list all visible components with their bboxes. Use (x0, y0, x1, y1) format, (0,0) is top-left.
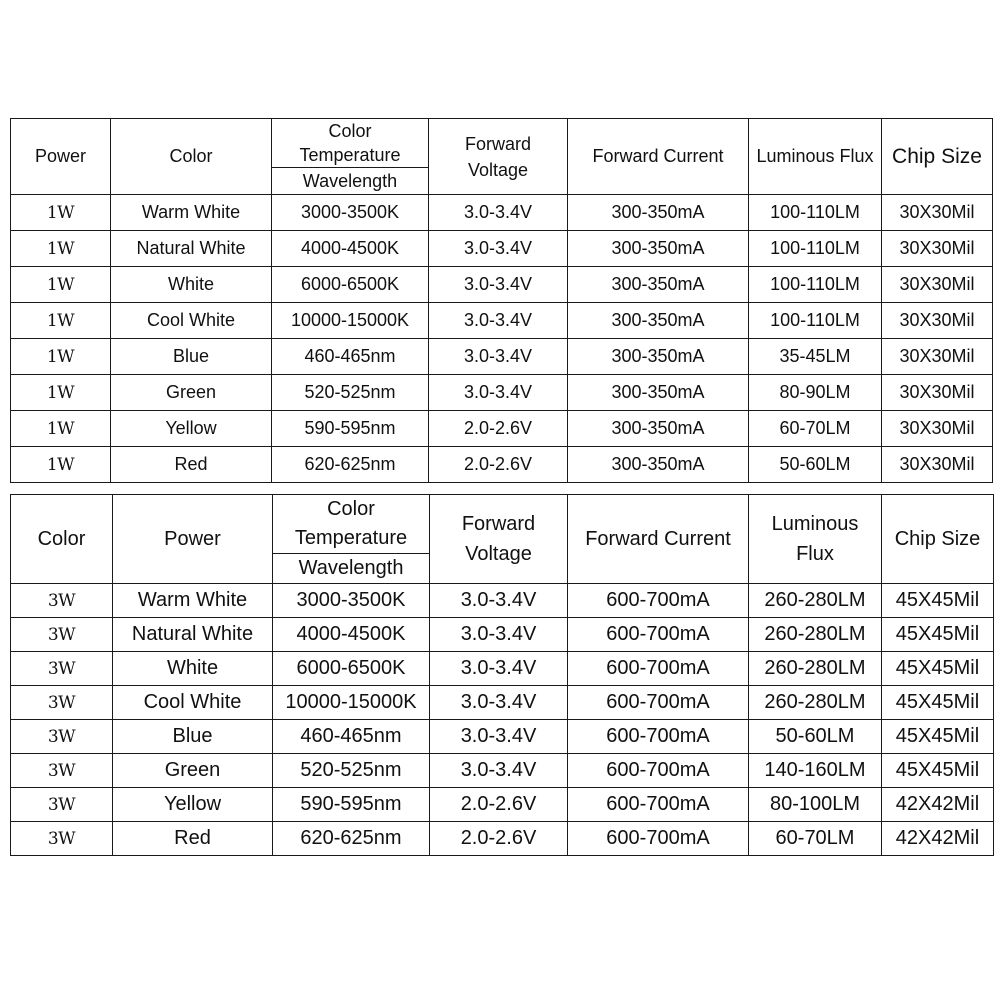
spec-table-3w (10, 494, 994, 856)
cell-luminous-flux: 35-45LM (749, 339, 882, 375)
header-luminous-flux-text: Luminous Flux (771, 513, 859, 565)
cell-color: Warm White (111, 195, 272, 231)
header-forward-current: Forward Current (568, 119, 749, 195)
cell-power: 1W (11, 231, 111, 267)
header-color-temperature (272, 119, 429, 168)
cell-color: Cool White (111, 303, 272, 339)
header-chip-size: Chip Size (882, 119, 993, 195)
cell-power: 1W (11, 303, 111, 339)
table-row (11, 231, 993, 267)
cell-forward-current: 300-350mA (568, 411, 749, 447)
cell-luminous-flux: 260-280LM (749, 652, 882, 686)
cell-forward-current: 600-700mA (568, 754, 749, 788)
table-row (11, 339, 993, 375)
cell-color: Cool White (113, 686, 273, 720)
cell-luminous-flux: 260-280LM (749, 584, 882, 618)
cell-power: 3W (11, 618, 113, 652)
spec-table-1w (10, 118, 993, 483)
cell-luminous-flux: 100-110LM (749, 303, 882, 339)
table-row (11, 411, 993, 447)
header-power: Power (11, 119, 111, 195)
cell-chip-size: 45X45Mil (882, 618, 994, 652)
cell-chip-size: 42X42Mil (882, 788, 994, 822)
table-row (11, 584, 994, 618)
cell-luminous-flux: 100-110LM (749, 267, 882, 303)
cell-luminous-flux: 60-70LM (749, 411, 882, 447)
cell-power: 3W (11, 788, 113, 822)
cell-color-temperature: 3000-3500K (273, 584, 430, 618)
cell-color: Yellow (113, 788, 273, 822)
cell-chip-size: 30X30Mil (882, 339, 993, 375)
header-color: Color (111, 119, 272, 195)
table-row (11, 788, 994, 822)
header-wavelength: Wavelength (273, 554, 430, 584)
cell-luminous-flux: 60-70LM (749, 822, 882, 856)
header-forward-voltage-text: Forward Voltage (461, 513, 536, 565)
header-color-temperature (273, 495, 430, 554)
cell-chip-size: 30X30Mil (882, 303, 993, 339)
cell-chip-size: 45X45Mil (882, 720, 994, 754)
cell-color: Warm White (113, 584, 273, 618)
cell-color: White (113, 652, 273, 686)
cell-chip-size: 42X42Mil (882, 822, 994, 856)
table-row (11, 195, 993, 231)
cell-color-temperature: 4000-4500K (273, 618, 430, 652)
header-luminous-flux (749, 495, 882, 584)
cell-color: Blue (111, 339, 272, 375)
table-row (11, 754, 994, 788)
cell-forward-voltage: 3.0-3.4V (430, 584, 568, 618)
cell-luminous-flux: 50-60LM (749, 720, 882, 754)
cell-forward-voltage: 3.0-3.4V (430, 652, 568, 686)
cell-chip-size: 30X30Mil (882, 375, 993, 411)
cell-color: White (111, 267, 272, 303)
cell-forward-voltage: 3.0-3.4V (430, 720, 568, 754)
header-color: Color (11, 495, 113, 584)
cell-chip-size: 30X30Mil (882, 267, 993, 303)
header-power: Power (113, 495, 273, 584)
table-row (11, 618, 994, 652)
cell-color-temperature: 4000-4500K (272, 231, 429, 267)
header-forward-voltage (429, 119, 568, 195)
cell-forward-current: 600-700mA (568, 652, 749, 686)
table-row (11, 720, 994, 754)
cell-forward-current: 300-350mA (568, 267, 749, 303)
header-luminous-flux: Luminous Flux (749, 119, 882, 195)
table-row (11, 686, 994, 720)
cell-luminous-flux: 140-160LM (749, 754, 882, 788)
cell-forward-voltage: 3.0-3.4V (429, 195, 568, 231)
cell-chip-size: 45X45Mil (882, 584, 994, 618)
cell-color-temperature: 460-465nm (273, 720, 430, 754)
cell-color-temperature: 520-525nm (272, 375, 429, 411)
cell-luminous-flux: 100-110LM (749, 195, 882, 231)
cell-forward-voltage: 3.0-3.4V (430, 754, 568, 788)
cell-color: Green (113, 754, 273, 788)
header-wavelength: Wavelength (272, 168, 429, 195)
cell-color: Yellow (111, 411, 272, 447)
cell-color-temperature: 10000-15000K (272, 303, 429, 339)
cell-color-temperature: 590-595nm (273, 788, 430, 822)
cell-chip-size: 45X45Mil (882, 686, 994, 720)
header-row (11, 495, 994, 554)
cell-forward-voltage: 3.0-3.4V (429, 303, 568, 339)
cell-color: Red (113, 822, 273, 856)
cell-power: 3W (11, 686, 113, 720)
cell-power: 1W (11, 339, 111, 375)
cell-forward-current: 300-350mA (568, 375, 749, 411)
cell-color-temperature: 3000-3500K (272, 195, 429, 231)
cell-forward-voltage: 3.0-3.4V (429, 267, 568, 303)
cell-power: 1W (11, 447, 111, 483)
cell-luminous-flux: 80-90LM (749, 375, 882, 411)
header-forward-voltage (430, 495, 568, 584)
cell-luminous-flux: 260-280LM (749, 618, 882, 652)
cell-chip-size: 30X30Mil (882, 411, 993, 447)
cell-forward-current: 300-350mA (568, 339, 749, 375)
cell-luminous-flux: 80-100LM (749, 788, 882, 822)
table-row (11, 447, 993, 483)
cell-power: 1W (11, 267, 111, 303)
header-chip-size: Chip Size (882, 495, 994, 584)
cell-color-temperature: 10000-15000K (273, 686, 430, 720)
cell-power: 3W (11, 720, 113, 754)
cell-color-temperature: 620-625nm (273, 822, 430, 856)
cell-forward-voltage: 3.0-3.4V (429, 339, 568, 375)
cell-power: 3W (11, 754, 113, 788)
header-forward-current: Forward Current (568, 495, 749, 584)
cell-forward-voltage: 3.0-3.4V (429, 231, 568, 267)
cell-forward-current: 300-350mA (568, 195, 749, 231)
cell-luminous-flux: 50-60LM (749, 447, 882, 483)
header-forward-voltage-text: Forward Voltage (464, 133, 531, 180)
cell-color: Natural White (111, 231, 272, 267)
cell-chip-size: 45X45Mil (882, 754, 994, 788)
table-body (11, 195, 993, 483)
cell-forward-voltage: 3.0-3.4V (429, 375, 568, 411)
cell-forward-current: 600-700mA (568, 720, 749, 754)
cell-luminous-flux: 100-110LM (749, 231, 882, 267)
cell-forward-voltage: 2.0-2.6V (430, 822, 568, 856)
cell-forward-current: 300-350mA (568, 231, 749, 267)
table-row (11, 822, 994, 856)
header-color-temperature-text: Color Temperature (294, 498, 408, 549)
cell-forward-voltage: 3.0-3.4V (430, 686, 568, 720)
cell-color: Red (111, 447, 272, 483)
cell-power: 1W (11, 195, 111, 231)
cell-chip-size: 45X45Mil (882, 652, 994, 686)
cell-forward-current: 300-350mA (568, 447, 749, 483)
cell-forward-current: 300-350mA (568, 303, 749, 339)
cell-power: 3W (11, 822, 113, 856)
cell-forward-voltage: 3.0-3.4V (430, 618, 568, 652)
header-row (11, 119, 993, 168)
cell-chip-size: 30X30Mil (882, 447, 993, 483)
cell-forward-voltage: 2.0-2.6V (429, 411, 568, 447)
table-body (11, 584, 994, 856)
table-row (11, 652, 994, 686)
cell-forward-current: 600-700mA (568, 618, 749, 652)
cell-forward-current: 600-700mA (568, 822, 749, 856)
cell-power: 1W (11, 411, 111, 447)
cell-power: 1W (11, 375, 111, 411)
table-row (11, 303, 993, 339)
header-color-temperature-text: Color Temperature (299, 121, 401, 165)
cell-color-temperature: 590-595nm (272, 411, 429, 447)
cell-power: 3W (11, 652, 113, 686)
cell-color: Blue (113, 720, 273, 754)
cell-color: Natural White (113, 618, 273, 652)
cell-forward-voltage: 2.0-2.6V (430, 788, 568, 822)
cell-chip-size: 30X30Mil (882, 195, 993, 231)
cell-color-temperature: 6000-6500K (272, 267, 429, 303)
cell-forward-current: 600-700mA (568, 584, 749, 618)
cell-luminous-flux: 260-280LM (749, 686, 882, 720)
cell-color: Green (111, 375, 272, 411)
table-row (11, 267, 993, 303)
cell-color-temperature: 620-625nm (272, 447, 429, 483)
cell-power: 3W (11, 584, 113, 618)
cell-forward-current: 600-700mA (568, 788, 749, 822)
table-row (11, 375, 993, 411)
cell-forward-voltage: 2.0-2.6V (429, 447, 568, 483)
cell-color-temperature: 460-465nm (272, 339, 429, 375)
cell-color-temperature: 520-525nm (273, 754, 430, 788)
cell-color-temperature: 6000-6500K (273, 652, 430, 686)
cell-chip-size: 30X30Mil (882, 231, 993, 267)
cell-forward-current: 600-700mA (568, 686, 749, 720)
